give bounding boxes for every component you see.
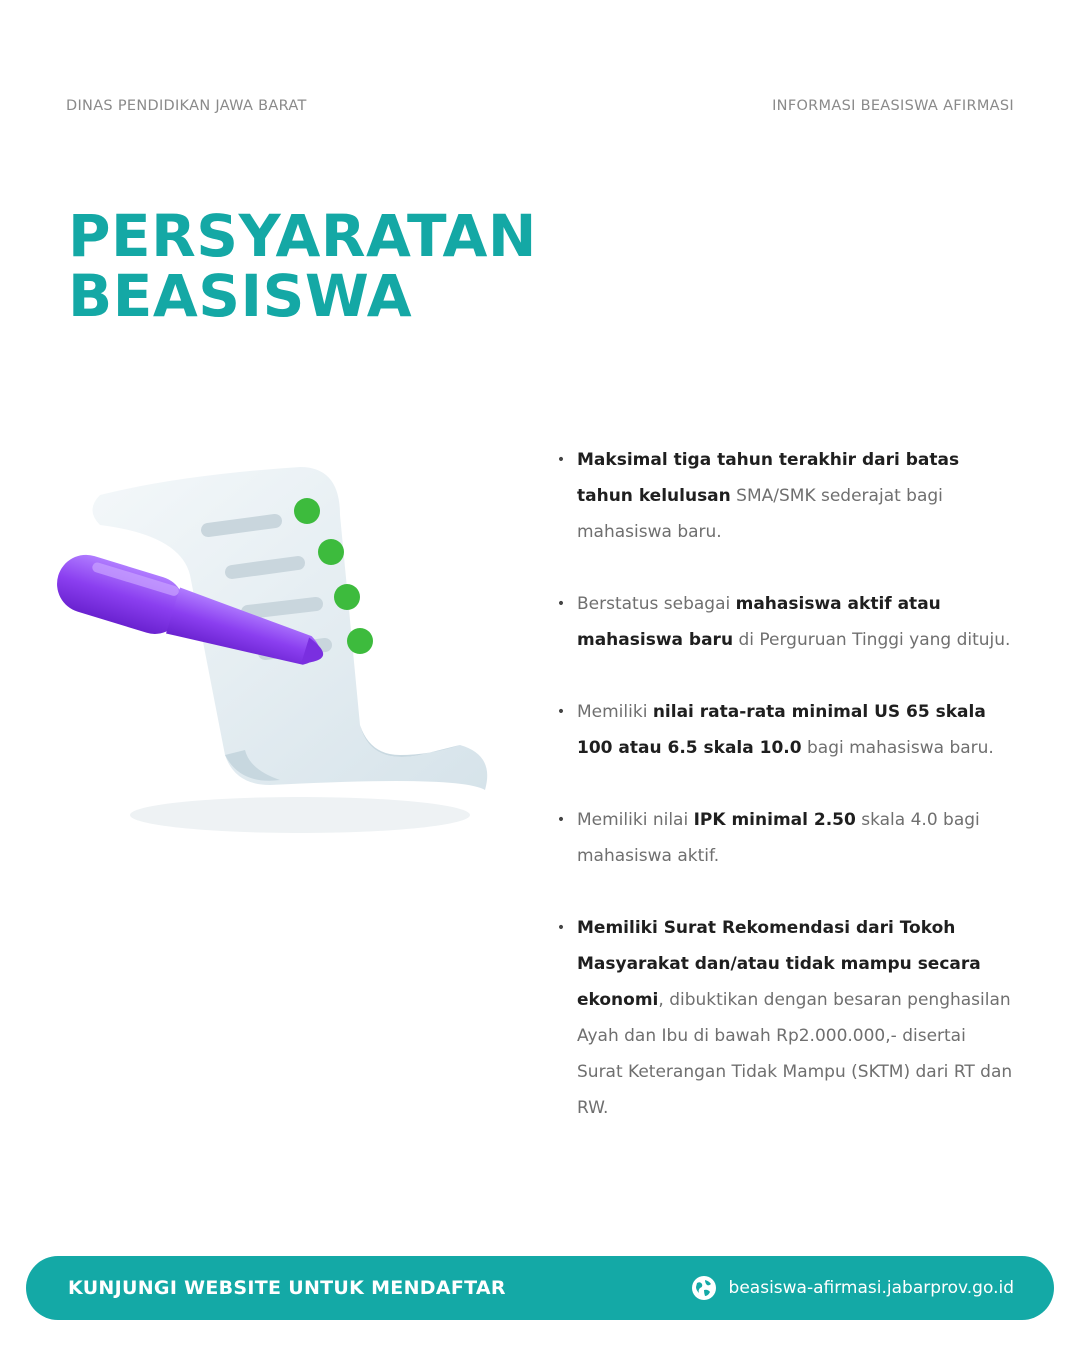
requirement-item (556, 442, 1016, 550)
bullet-icon: • (556, 704, 566, 720)
requirement-text: IPK minimal 2.50 (693, 810, 856, 830)
requirement-text: Maksimal tiga tahun terakhir dari batas tahun kelulusan (577, 450, 960, 506)
requirement-text: skala 4.0 bagi mahasiswa aktif. (577, 810, 980, 866)
page-title-line2: BEASISWA (68, 262, 413, 330)
website-url[interactable]: beasiswa-afirmasi.jabarprov.go.id (728, 1278, 1014, 1298)
requirement-text: Berstatus sebagai (577, 594, 736, 614)
requirement-text: , dibuktikan dengan besaran penghasilan Ayah dan Ibu di bawah Rp2.000.000,- disertai Surat Keterangan Tidak Mampu (SKTM) dari RT dan RW. (577, 990, 1013, 1118)
requirement-text: bagi mahasiswa baru. (801, 738, 994, 758)
bullet-icon: • (556, 596, 566, 612)
requirement-text: Memiliki (577, 702, 653, 722)
requirement-text: mahasiswa aktif atau mahasiswa baru (577, 594, 941, 650)
requirement-item (556, 586, 1016, 658)
register-cta[interactable]: KUNJUNGI WEBSITE UNTUK MENDAFTAR (68, 1277, 506, 1299)
requirement-item (556, 910, 1016, 1126)
document-checklist-with-pen-icon (40, 455, 510, 845)
bullet-icon: • (556, 452, 566, 468)
requirement-text: SMA/SMK sederajat bagi mahasiswa baru. (577, 486, 943, 542)
footer-banner[interactable] (26, 1256, 1054, 1320)
header-agency: DINAS PENDIDIKAN JAWA BARAT (66, 98, 307, 114)
bullet-icon: • (556, 920, 566, 936)
requirement-text: nilai rata-rata minimal US 65 skala 100 atau 6.5 skala 10.0 (577, 702, 986, 758)
page-title-line1: PERSYARATAN (68, 202, 537, 270)
requirement-text: Memiliki Surat Rekomendasi dari Tokoh Masyarakat dan/atau tidak mampu secara ekonomi (577, 918, 981, 1010)
website-link[interactable] (691, 1275, 1014, 1301)
requirement-item (556, 694, 1016, 766)
header-info: INFORMASI BEASISWA AFIRMASI (772, 98, 1014, 114)
globe-icon (691, 1275, 717, 1301)
requirement-text: di Perguruan Tinggi yang dituju. (733, 630, 1011, 650)
page-title (68, 202, 537, 330)
requirements-list (556, 442, 1016, 1162)
requirement-text: Memiliki nilai (577, 810, 694, 830)
requirement-item (556, 802, 1016, 874)
bullet-icon: • (556, 812, 566, 828)
